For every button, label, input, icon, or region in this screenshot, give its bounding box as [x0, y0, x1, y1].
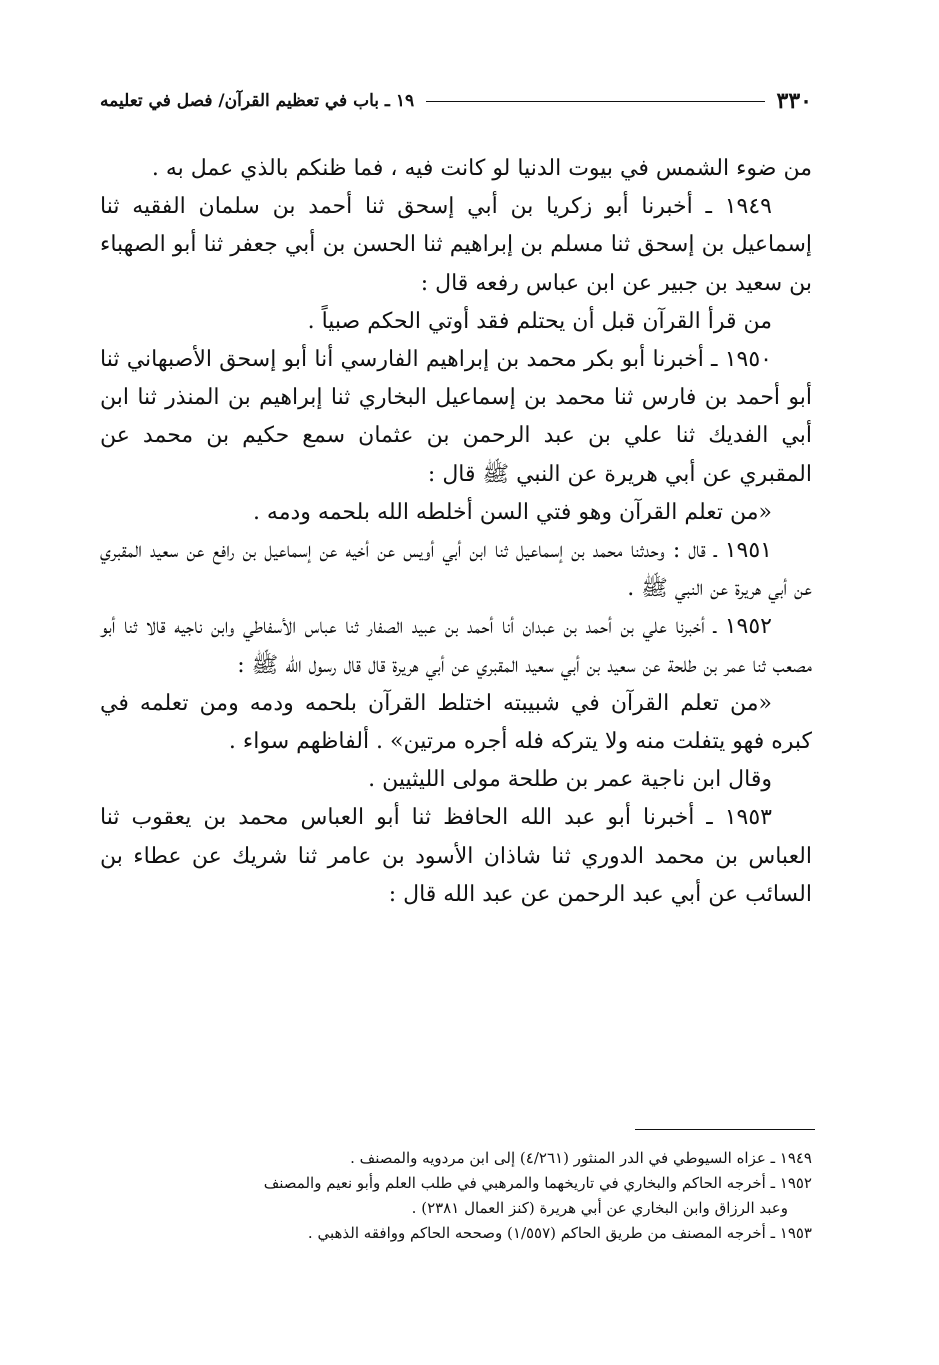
hadith-text: ـ أخبرنا أبو زكريا بن أبي إسحق ثنا أحمد بن سلمان الفقيه ثنا إسماعيل بن إسحق ثنا مسلم بن إبراهيم ثنا الحسن بن أبي جعفر ثنا أبو الصهباء بن سعيد بن جبير عن ابن عباس رفعه قال :: [100, 194, 812, 296]
hadith-1953: [100, 799, 812, 914]
hadith-text: ـ قال : وحدثنا محمد بن إسماعيل ثنا ابن أبي أويس عن أخيه عن إسماعيل بن رافع عن سعيد المقبري عن أبي هريرة عن النبي ﷺ .: [100, 538, 812, 602]
hadith-number: ١٩٥١: [724, 538, 772, 564]
hadith-text: ـ أخبرنا أبو بكر محمد بن إبراهيم الفارسي أنا أبو إسحق الأصبهاني ثنا أبو أحمد بن فارس ثنا محمد بن إسماعيل البخاري ثنا إبراهيم بن المنذر ثنا ابن أبي الفديك ثنا علي بن عبد الرحمن بن عثمان سمع حكيم بن محمد عن المقبري عن أبي هريرة عن النبي ﷺ قال :: [100, 347, 812, 487]
paragraph-continuation: من ضوء الشمس في بيوت الدنيا لو كانت فيه ، فما ظنكم بالذي عمل به .: [151, 156, 812, 181]
hadith-matn: «من تعلم القرآن وهو فتي السن أخلطه الله بلحمه ودمه .: [252, 499, 772, 525]
hadith-number: ١٩٤٩: [724, 194, 772, 220]
running-title: ١٩ ـ باب في تعظيم القرآن/ فصل في تعليمه: [100, 91, 415, 111]
hadith-number: ١٩٥٣: [724, 805, 772, 831]
hadith-1949: [100, 188, 812, 303]
hadith-1952: [100, 608, 812, 684]
hadith-matn: «من تعلم القرآن في شبيبته اختلط القرآن بلحمه ودمه ومن تعلمه في كبره فهو يتفلت منه ولا يتركه فله أجره مرتين» . ألفاظهم سواء .: [100, 690, 812, 755]
footnote-1953: ١٩٥٣ ـ أخرجه المصنف من طريق الحاكم (١/٥٥٧) وصححه الحاكم ووافقه الذهبي .: [307, 1224, 812, 1242]
hadith-text: ـ أخبرنا علي بن أحمد بن عبدان أنا أحمد بن عبيد الصفار ثنا عباس الأسفاطي وابن ناجيه قالا ثنا أبو مصعب ثنا عمر بن طلحة عن سعيد بن أبي سعيد المقبري عن أبي هريرة قال قال رسول الله ﷺ :: [100, 614, 812, 678]
footnote-separator: [635, 1129, 815, 1130]
page-header: [100, 84, 812, 118]
footnotes: [100, 1146, 812, 1246]
page-number: ٣٣٠: [776, 88, 812, 114]
hadith-text: ـ أخبرنا أبو عبد الله الحافظ ثنا أبو العباس محمد بن يعقوب ثنا العباس بن محمد الدوري ثنا شاذان الأسود بن عامر ثنا شريك عن عطاء بن السائب عن أبي عبد الرحمن عن عبد الله قال :: [100, 805, 812, 907]
header-rule: [426, 101, 764, 102]
hadith-number: ١٩٥٢: [724, 614, 772, 640]
hadith-matn: من قرأ القرآن قبل أن يحتلم فقد أوتي الحكم صبياً .: [307, 308, 772, 334]
footnote-1949: ١٩٤٩ ـ عزاه السيوطي في الدر المنثور (٤/٢٦١) إلى ابن مردويه والمصنف .: [350, 1149, 812, 1167]
footnote-1952: ١٩٥٢ ـ أخرجه الحاكم والبخاري في تاريخهما والمرهبي في طلب العلم وأبو نعيم والمصنف: [263, 1174, 812, 1192]
hadith-1951: [100, 532, 812, 608]
narrator-note: وقال ابن ناجية عمر بن طلحة مولى الليثيين .: [368, 767, 772, 793]
footnote-1952-continued: وعبد الرزاق وابن البخاري عن أبي هريرة (كنز العمال ٢٣٨١) .: [411, 1199, 788, 1217]
hadith-number: ١٩٥٠: [724, 347, 772, 373]
main-text: [100, 150, 812, 914]
hadith-1950: [100, 341, 812, 494]
